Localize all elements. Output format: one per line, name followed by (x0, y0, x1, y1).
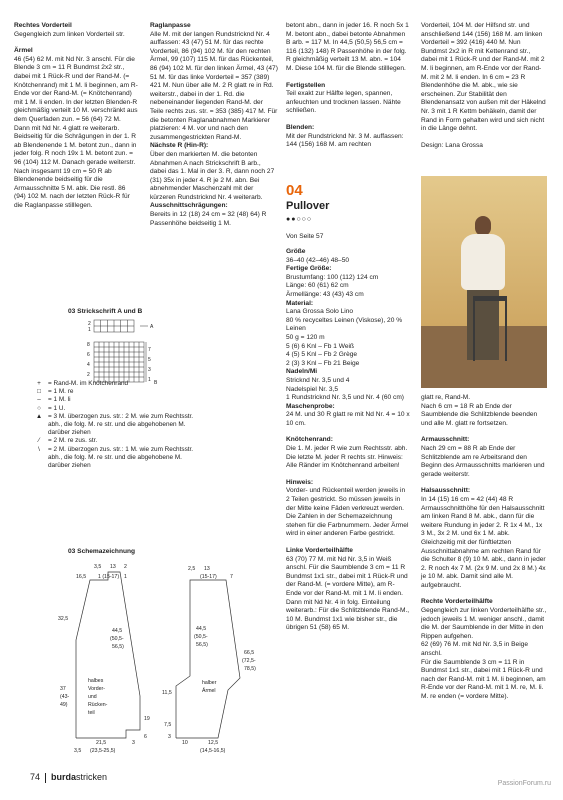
paragraph: 46 (54) 62 M. mit Nd Nr. 3 anschl. Für die Blende 3 cm = 11 R Bundmst 2x2 str., dabei mit 1 Rück-R und der Rand-M. (= Knötchenrand) mit 1 M. li beginnen, am R-Ende vor der Rand-M. (= Knötchenrand) mit 1 M. li enden. In der letzten Blenden-R gleichmäßig verteilt 10 M. verschränkt aus dem Querfaden zun. = 56 (64) 72 M. Dann mit Nd Nr. 4 glatt re weiterarb. Beidseitig für die Schrägungen in der 1. R ab Blendenende 1 M. betont zun., dann in jeder folg. R noch 19x 1 M. betont zun. = 96 (104) 112 M. Danach gerade weiterstr. Nach insgesamt 19 cm = 50 R ab Blendenende beidseitig für die Armausschnitte 5 M. abk. Die restl. 86 (94) 102 M. nach der letzten Rück-R für die Raglanpasse stilllegen. (14, 55, 138, 209)
legend-text: = 1 M. re (48, 388, 74, 396)
legend-text: = 3 M. überzogen zus. str.: 2 M. wie zum Rechtsstr. abh., die folg. M. re str. und die abgehobenen M. darüber ziehen (48, 412, 194, 437)
legend-text: = Rand-M. im Knötchenrand (48, 380, 129, 387)
measure: 1 (124, 574, 127, 580)
measure: 1 (15-17) (98, 574, 120, 580)
model-photo (421, 176, 547, 388)
measure: 3 (132, 740, 135, 746)
measure: (50,5- (110, 636, 124, 642)
legend-symbol: ○ (37, 404, 41, 412)
row-number: 4 (87, 362, 90, 368)
chart-title: 03 Strickschrift A und B (68, 308, 143, 315)
row-number: 8 (87, 342, 90, 348)
section-heading: Knötchenrand: (286, 436, 333, 444)
brand-rest: stricken (76, 772, 108, 782)
row-number: 3 (148, 367, 151, 373)
paragraph: Gegengleich zur linken Vorderteilhälfte str., jedoch jeweils 1 M. weniger anschl., damit die M. der Saumblende in der Mitte in den Rippen aufgehen. 62 (69) 76 M. mit Nd Nr. 3,5 in Beige anschl. Für die Saumblende 3 cm = 11 R in Bundmst 1x1 str., dabei mit 1 Rück-R und nach der Rand-M. mit 1 M. li beginnen, am R-Ende vor der Rand-M. mit 1 M. re, M. li. M. re enden (= vordere Mitte). (421, 607, 547, 700)
pattern-title: Pullover (286, 200, 330, 212)
text-column-2 (150, 22, 278, 236)
paragraph: Vorder- und Rückenteil werden jeweils in 2 Teilen gestrickt. So müssen jeweils in der Mitte keine Fäden verkreuzt werden. Die Zahlen in der Schemazeichnung stehen für die Farbnummern. Jeder Ärmel wird in einer anderen Farbe gestrickt. (286, 487, 409, 538)
measure: 56,5) (112, 644, 124, 650)
difficulty-dots: ●●○○○ (286, 216, 313, 223)
measure: 12,5 (208, 740, 219, 746)
measure: 3,5 (94, 564, 102, 570)
measure: 2,5 (188, 566, 196, 572)
measure: 13 (110, 564, 116, 570)
chart-label-a: A (150, 324, 154, 330)
section-heading: Rechtes Vorderteil (14, 22, 72, 29)
legend-text: = 2 M. re zus. str. (48, 437, 98, 445)
paragraph: Lana Grossa Solo Lino 80 % recyceltes Leinen (Viskose), 20 % Leinen 50 g = 120 m 5 (6) 6 Knl – Fb 1 Weiß 4 (5) 5 Knl – Fb 2 Grège 2 (3) 3 Knl – Fb 21 Beige (286, 308, 403, 367)
legend-row (30, 388, 270, 396)
panel-label: halbes (88, 678, 104, 684)
section-heading: Raglanpasse (150, 22, 191, 29)
measure: 7 (230, 574, 233, 580)
panel-label: halber (202, 680, 217, 686)
paragraph: Bereits in 12 (18) 24 cm = 32 (48) 64) R Passenhöhe beidseitig 1 M. (150, 211, 267, 227)
section-heading: Hinweis: (286, 478, 314, 486)
page-footer (30, 772, 107, 783)
text-column-4-lower (421, 394, 547, 710)
row-number: 2 (87, 372, 90, 378)
panel-label: und (88, 694, 97, 700)
measure: (14,5-16,5) (200, 748, 226, 754)
text-column-1 (14, 22, 138, 218)
pattern-details (286, 248, 410, 641)
legend-symbol: – (37, 396, 41, 404)
design-credit: Design: Lana Grossa (421, 141, 483, 149)
legend-symbol: ▲ (35, 412, 43, 420)
measure: 11,5 (162, 690, 172, 696)
legend-row (30, 446, 270, 471)
measure: 6 (144, 734, 147, 740)
measure: 13 (204, 566, 210, 572)
measure: (23,5-25,5) (90, 748, 116, 754)
measure: 44,5 (112, 628, 123, 634)
measure: 32,5 (58, 616, 69, 622)
measure: 44,5 (196, 626, 207, 632)
symbol-legend (30, 380, 270, 470)
measure: (43- (60, 694, 70, 700)
section-heading: Nadeln/Mi (286, 368, 318, 376)
paragraph: Die 1. M. jeder R wie zum Rechtsstr. abh. Die letzte M. jeder R rechts str. Hinweis: Alle Ränder im Knötchenrand arbeiten! (286, 445, 408, 470)
paragraph: 36–40 (42–46) 48–50 (286, 256, 350, 264)
stool (473, 296, 507, 361)
paragraph: Nach 29 cm = 88 R ab Ende der Schlitzblende am re Arbeitsrand den Beginn des Armausschnitts markieren und gerade weiterstr. (421, 444, 545, 478)
paragraph: In 14 (15) 16 cm = 42 (44) 48 R Armausschnitthöhe für den Halsausschnitt am linken Rand 8 M. abk., dann für die weitere Rundung in jeder 2. R 1x 4 M., 1x 3 M., 3x 2 M. und 6x 1 M. abk. Gleichzeitig mit der fünftletzten Ausschnittabnahme am rechten Rand für die Schulter 8 (9) 10 M. abk., dann in jeder 2. R noch 4x 7 M. (2x 9 M. und 2x 8 M.) 4x je 10 M. abk. Damit sind alle M. aufgebraucht. (421, 495, 546, 589)
paragraph: Über den markierten M. die betonten Abnahmen A nach Strickschrift B arb., dabei das 1. Mal in der 3. R, dann noch 27 (31) 35x in jeder 4. R je 2 M. abn. Bei abnehmender Maschenzahl mit der kürzeren Rundstricknd Nr. 4 weiterarb. (150, 150, 275, 201)
legend-symbol: □ (37, 388, 41, 396)
schematic-drawing (56, 558, 278, 758)
measure: (15-17) (200, 574, 217, 580)
section-heading: Fertige Größe: (286, 265, 332, 273)
legend-row (30, 437, 270, 445)
row-number: 1 (88, 327, 91, 333)
legend-text: = 2 M. überzogen zus. str.: 1 M. wie zum Rechtsstr. abh., die folg. M. re str. und die abgehobene M. darüber ziehen (48, 445, 194, 470)
measure: 21,5 (96, 740, 107, 746)
measure: (50,5- (194, 634, 208, 640)
panel-label: Ärmel (202, 688, 216, 694)
paragraph: 24 M. und 30 R glatt re mit Nd Nr. 4 = 10 x 10 cm. (286, 411, 410, 427)
legend-symbol: \ (38, 445, 40, 453)
legend-row (30, 396, 270, 404)
row-number: 2 (88, 321, 91, 327)
measure: 10 (182, 740, 188, 746)
page-reference: Von Seite 57 (286, 233, 324, 240)
section-heading: Maschenprobe: (286, 402, 335, 410)
section-heading: Material: (286, 299, 314, 307)
paragraph: Alle M. mit der langen Rundstricknd Nr. 4 auffassen: 43 (47) 51 M. für das rechte Vorderteil, 86 (94) 102 M. für den rechten Ärmel, 99 (107) 115 M. für das Rückenteil, 86 (94) 102 M. für den linken Ärmel, 43 (47) 51 M. für das linke Vorderteil = 357 (389) 421 M. Nun über alle M. 2 R glatt re in Rd. weiterstr., dabei in der 1. Rd. die nebeneinander liegenden Rand-M. der Teile rechts zus. str. = 353 (385) 417 M. Für die betonten Raglanabnahmen Markierer platzieren: 4 M. vor und nach den zusammengestrickten Rand-M. (150, 30, 278, 141)
measure: 3,5 (74, 748, 82, 754)
row-number: 5 (148, 357, 151, 363)
measure: 7,5 (164, 722, 172, 728)
legend-row (30, 380, 270, 388)
text-column-3 (286, 22, 410, 158)
legend-text: = 1 U. (48, 404, 66, 412)
section-heading: Linke Vorderteilhälfte (286, 547, 353, 554)
section-heading: Größe (286, 248, 306, 255)
section-heading: Armausschnitt: (421, 436, 470, 444)
legend-text: = 1 M. li (48, 396, 71, 404)
panel-label: Rücken- (88, 702, 108, 708)
paragraph: Mit der Rundstricknd Nr. 3 M. auffassen: 144 (156) 168 M. am rechten (286, 132, 404, 149)
measure: 19 (144, 716, 150, 722)
legend-row (30, 405, 270, 413)
row-number: 7 (148, 347, 151, 353)
paragraph: betont abn., dann in jeder 16. R noch 5x 1 M. betont abn., dabei betonte Abnahmen B arb. = 117 M. In 44,5 (50,5) 56,5 cm = 116 (132) 148) R Passenhöhe in der folg. R gleichmäßig verteilt 13 M. abn. = 104 M. Diese 104 M. für die Blende stilllegen. (286, 22, 409, 72)
watermark: PassionForum.ru (497, 780, 551, 787)
measure: 37 (60, 686, 66, 692)
measure: 16,5 (76, 574, 87, 580)
schematic-title: 03 Schemazeichnung (68, 548, 136, 555)
row-number: 6 (87, 352, 90, 358)
paragraph: Brustumfang: 100 (112) 124 cm Länge: 60 (61) 62 cm Ärmellänge: 43 (43) 43 cm (286, 273, 379, 298)
measure: 2 (124, 564, 127, 570)
paragraph: Stricknd Nr. 3,5 und 4 Nadelspiel Nr. 3,5 1 Rundstricknd Nr. 3,5 und Nr. 4 (60 cm) (286, 376, 405, 402)
measure: (72,5- (242, 658, 256, 664)
brand-bold: burda (51, 772, 77, 782)
section-heading: Rechte Vorderteilhälfte (421, 598, 493, 606)
pattern-number: 04 (286, 182, 303, 199)
measure: 56,5) (196, 642, 208, 648)
measure: 78,5) (244, 666, 256, 672)
measure: 66,5 (244, 650, 255, 656)
paragraph: glatt re, Rand-M. Nach 6 cm = 18 R ab Ende der Saumblende die Schlitzblende beenden und alle M. glatt re fortsetzen. (421, 394, 538, 427)
section-heading: Halsausschnitt: (421, 487, 471, 495)
chart-label-b: B (154, 380, 158, 386)
panel-label: Vorder- (88, 686, 106, 692)
panel-label: teil (88, 710, 95, 716)
paragraph: Gegengleich zum linken Vorderteil str. (14, 30, 125, 38)
section-heading: Blenden: (286, 123, 315, 131)
paragraph: Vorderteil, 104 M. der Hilfsnd str. und anschließend 144 (156) 168 M. am linken Vorderteil = 392 (416) 440 M. Nun Bundmst 2x2 in R mit Kettenrand str., dabei mit 1 Rück-R und der Rand-M. mit 2 M. li beginnen, am R-Ende vor der Rand-M. mit 2 M. li enden. In 6 cm = 23 R Blendenhöhe die M. abk., wie sie erscheinen. Zur Stabilität den Blendenansatz von außen mit der Häkelnd Nr. 3 mit 1 R Kettm behäkeln, damit der Rand in Form gehalten wird und sich nicht in die Länge dehnt. (421, 22, 546, 133)
paragraph: Teil exakt zur Hälfte legen, spannen, anfeuchten und trocknen lassen. Nähte schließen. (286, 90, 401, 115)
text-column-4 (421, 22, 547, 158)
legend-symbol: ⁄ (38, 437, 40, 445)
section-heading: Fertigstellen (286, 81, 326, 89)
legend-symbol: + (37, 380, 41, 387)
section-heading: Ärmel (14, 47, 33, 55)
measure: 49) (60, 702, 68, 708)
section-heading: Ausschnittschrägungen: (150, 202, 228, 210)
legend-row (30, 413, 270, 438)
row-number: 1 (148, 377, 151, 383)
section-heading: Nächste R (Hin-R): (150, 142, 209, 150)
measure: 3 (168, 734, 171, 740)
paragraph: 63 (70) 77 M. mit Nd Nr. 3,5 in Weiß anschl. Für die Saumblende 3 cm = 11 R Bundmst 1x1 str., dabei mit 1 Rück-R und der Rand-M. (= vordere Mitte), am R-Ende vor der Rand-M. mit 1 M. li enden. Dann mit Nd Nr. 4 in folg. Einteilung weiterarb.: Für die Schlitzblende Rand-M., 10 M. Bundmst 1x1 wie bisher str., die übrigen 51 (58) 65 M. (286, 555, 410, 632)
page-number: 74 (30, 772, 41, 782)
